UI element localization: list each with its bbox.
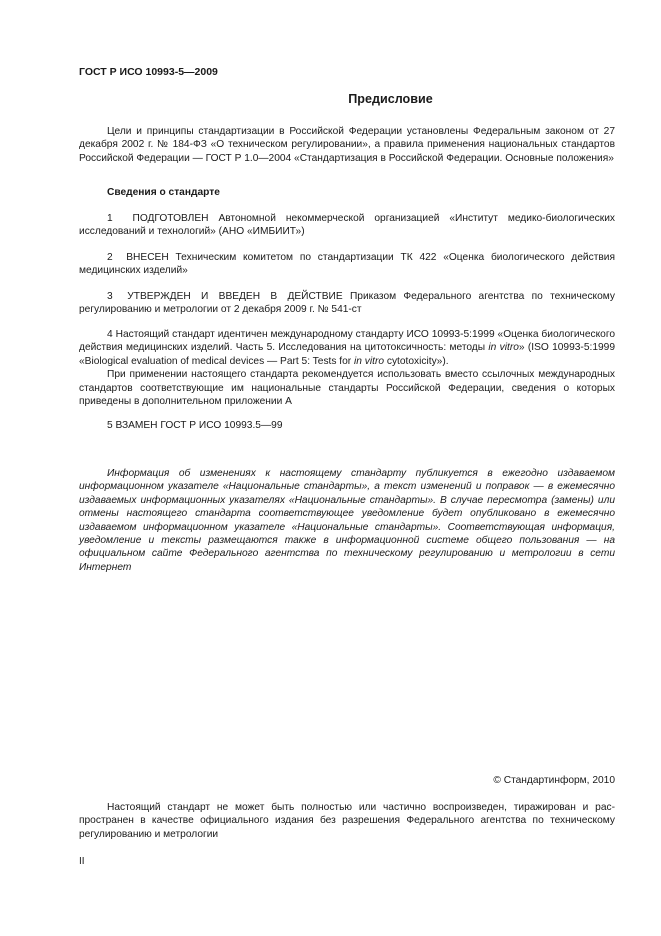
section-heading: Сведения о стандарте bbox=[107, 187, 220, 198]
page-title: Предисловие bbox=[348, 92, 433, 106]
item-text: Приказом Федерального агентства по техническому регулированию и метрологии от 2 декабря 2009 г. № 541-ст bbox=[79, 291, 615, 316]
item-number: 1 bbox=[107, 213, 113, 224]
footer-notice: Настоящий стандарт не может быть полностью или частично воспроизведен, тиражирован и распространен в качестве официального издания без разрешения Федерального агентства по техническому регулированию и метрологии bbox=[79, 802, 615, 840]
item-text: Техническим комитетом по стандартизации ТК 422 «Оценка биологического действия медицинских изделий» bbox=[79, 252, 615, 277]
page-number: II bbox=[79, 856, 85, 867]
item-4-note: При применении настоящего стандарта рекомендуется использовать вместо ссылочных международных стандартов соответствующие им национальные стандарты Российской Федерации, сведения о которых приведены в дополнительном приложении А bbox=[79, 369, 615, 408]
item-key: УТВЕРЖДЕН И ВВЕДЕН В ДЕЙСТВИЕ bbox=[127, 291, 343, 302]
item-5: 5 ВЗАМЕН ГОСТ Р ИСО 10993.5—99 bbox=[107, 420, 283, 431]
item-4 bbox=[79, 328, 615, 408]
item-3 bbox=[79, 290, 615, 317]
copyright: © Стандартинформ, 2010 bbox=[493, 775, 615, 786]
item-1 bbox=[79, 212, 615, 239]
item-number: 3 bbox=[107, 291, 113, 302]
document-code: ГОСТ Р ИСО 10993-5—2009 bbox=[79, 66, 218, 78]
item-4-text: 4 Настоящий стандарт идентичен международному стандарту ИСО 10993-5:1999 «Оценка биологического действия медицинских изделий. Часть 5. Исследования на цитотоксичность: методы in vitro» (ISO 10993-5:1999 «Biological evaluation of medical devices — Part 5: Tests for in vitro cytotoxicity»). bbox=[79, 329, 615, 367]
item-key: ВНЕСЕН bbox=[126, 252, 169, 263]
item-number: 2 bbox=[107, 252, 113, 263]
item-text: Автономной некоммерческой организацией «Институт медико-биологических исследований и технологий» (АНО «ИМБИИТ») bbox=[79, 213, 615, 238]
info-paragraph: Информация об изменениях к настоящему стандарту публикуется в ежегодно издаваемом информационном указателе «Национальные стандарты», а текст изменений и поправок — в ежемесячно издаваемых информационных указателях «Национальные стандарты». В случае пересмотра (замены) или отмены настоящего стандарта соответствующее уведомление будет опубликовано в ежемесячно издаваемом информационном указателе «Национальные стандарты». Соответствующая информация, уведомление и тексты размещаются также в информационной системе общего пользования — на официальном сайте Федерального агентства по техническому регулированию и метрологии в сети Интернет bbox=[79, 468, 615, 573]
item-key: ПОДГОТОВЛЕН bbox=[132, 213, 209, 224]
item-2 bbox=[79, 251, 615, 278]
intro-paragraph: Цели и принципы стандартизации в Российской Федерации установлены Федеральным законом от 27 декабря 2002 г. № 184-ФЗ «О техническом регулировании», а правила применения национальных стандартов Российской Федерации — ГОСТ Р 1.0—2004 «Стандартизация в Российской Федерации. Основные положения» bbox=[79, 126, 615, 164]
